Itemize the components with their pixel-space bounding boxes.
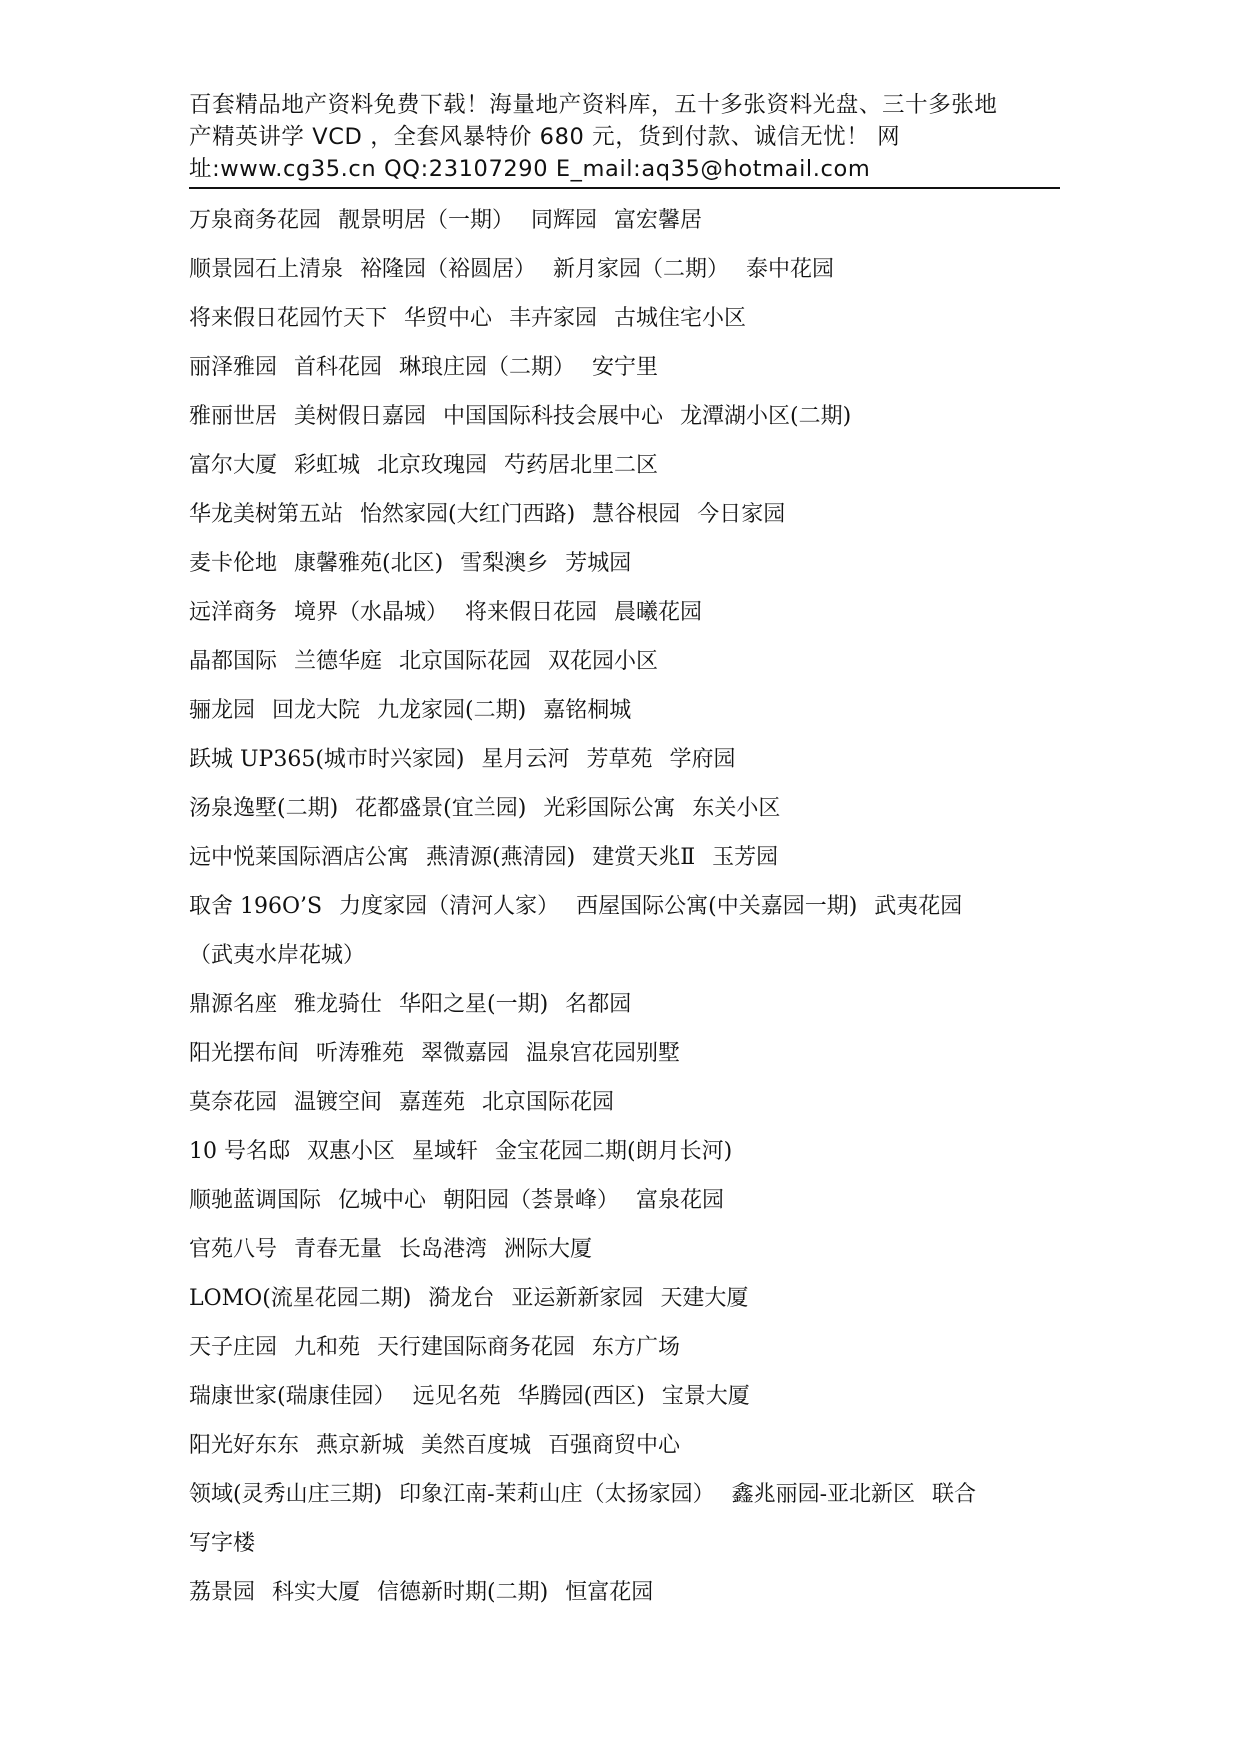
property-name: 花都盛景(宜兰园) — [355, 796, 527, 821]
property-name: 鑫兆丽园-亚北新区 — [731, 1482, 916, 1507]
property-name: 瑞康世家(瑞康佳园） — [189, 1384, 396, 1409]
property-name: 星域轩 — [412, 1139, 479, 1164]
property-name: 天行建国际商务花园 — [377, 1335, 576, 1360]
property-name: 力度家园（清河人家） — [339, 894, 560, 919]
property-name: 北京玫瑰园 — [377, 453, 488, 478]
property-name: 嘉铭桐城 — [543, 698, 632, 723]
property-name: 武夷花园 — [874, 894, 963, 919]
property-name: 丽泽雅园 — [189, 355, 278, 380]
list-row — [189, 1274, 1059, 1323]
property-name: 名都园 — [565, 992, 632, 1017]
property-name: 洲际大厦 — [504, 1237, 593, 1262]
property-name: 回龙大院 — [272, 698, 361, 723]
property-name: 同辉园 — [531, 208, 598, 233]
property-name: 听涛雅苑 — [316, 1041, 405, 1066]
property-name: 燕清源(燕清园) — [426, 845, 576, 870]
property-name: 华腾园(西区) — [517, 1384, 645, 1409]
list-row — [189, 784, 1059, 833]
property-name: 古城住宅小区 — [614, 306, 747, 331]
property-name: 官苑八号 — [189, 1237, 278, 1262]
list-row — [189, 343, 1059, 392]
list-row — [189, 833, 1059, 882]
list-row — [189, 1470, 1059, 1519]
property-name: 取舍 196O’S — [189, 894, 323, 919]
property-name: 宝景大厦 — [661, 1384, 750, 1409]
property-name: 泰中花园 — [746, 257, 835, 282]
list-row — [189, 196, 1059, 245]
property-name: 慧谷根园 — [592, 502, 681, 527]
list-row — [189, 1176, 1059, 1225]
property-name: 雪梨澳乡 — [460, 551, 549, 576]
header-divider — [189, 187, 1060, 189]
header-line-3: 址:www.cg35.cn QQ:23107290 E_mail:aq35@hotmail.com — [189, 156, 871, 182]
property-name: 青春无量 — [294, 1237, 383, 1262]
list-row — [189, 490, 1059, 539]
property-name: 莫奈花园 — [189, 1090, 278, 1115]
property-name: 华贸中心 — [404, 306, 493, 331]
list-row — [189, 637, 1059, 686]
property-name: 琳琅庄园（二期） — [399, 355, 576, 380]
property-name: 亚运新新家园 — [511, 1286, 644, 1311]
property-name: 印象江南-茉莉山庄（太扬家园） — [399, 1482, 715, 1507]
property-name: 彩虹城 — [294, 453, 361, 478]
list-row — [189, 441, 1059, 490]
property-name: 光彩国际公寓 — [543, 796, 676, 821]
property-name: 富宏馨居 — [614, 208, 703, 233]
property-name: 北京国际花园 — [399, 649, 532, 674]
property-name: 写字楼 — [189, 1531, 256, 1556]
property-name: 雅丽世居 — [189, 404, 278, 429]
property-name: 麦卡伦地 — [189, 551, 278, 576]
property-name: 远洋商务 — [189, 600, 278, 625]
list-row — [189, 1568, 1059, 1617]
property-name: 安宁里 — [592, 355, 659, 380]
property-name: LOMO(流星花园二期) — [189, 1286, 412, 1311]
header-line-2: 产精英讲学 VCD ，全套风暴特价 680 元，货到付款、诚信无忧！ 网 — [189, 124, 901, 150]
property-name: 芳城园 — [565, 551, 632, 576]
property-name: 金宝花园二期(朗月长河) — [495, 1139, 733, 1164]
list-row — [189, 980, 1059, 1029]
property-name: 怡然家园(大红门西路) — [360, 502, 576, 527]
property-name: 汤泉逸墅(二期) — [189, 796, 339, 821]
property-name: 骊龙园 — [189, 698, 256, 723]
property-name: 境界（水晶城） — [294, 600, 449, 625]
property-name: 今日家园 — [697, 502, 786, 527]
property-name: 亿城中心 — [338, 1188, 427, 1213]
list-row — [189, 392, 1059, 441]
property-name: 双花园小区 — [548, 649, 659, 674]
page-header — [189, 89, 1059, 185]
list-row — [189, 245, 1059, 294]
property-name: 东方广场 — [592, 1335, 681, 1360]
list-row — [189, 1029, 1059, 1078]
property-list — [189, 196, 1059, 1617]
list-row — [189, 1225, 1059, 1274]
list-row — [189, 1519, 1059, 1568]
property-name: 美然百度城 — [421, 1433, 532, 1458]
property-name: 阳光好东东 — [189, 1433, 300, 1458]
list-row — [189, 686, 1059, 735]
property-name: 美树假日嘉园 — [294, 404, 427, 429]
list-row — [189, 539, 1059, 588]
property-name: 恒富花园 — [565, 1580, 654, 1605]
property-name: 康馨雅苑(北区) — [294, 551, 444, 576]
property-name: 领域(灵秀山庄三期) — [189, 1482, 383, 1507]
property-name: 九龙家园(二期) — [377, 698, 527, 723]
property-name: 温镀空间 — [294, 1090, 383, 1115]
property-name: 将来假日花园 — [465, 600, 598, 625]
property-name: 中国国际科技会展中心 — [443, 404, 664, 429]
property-name: 顺驰蓝调国际 — [189, 1188, 322, 1213]
property-name: 信德新时期(二期) — [377, 1580, 549, 1605]
property-name: 温泉宫花园别墅 — [526, 1041, 681, 1066]
property-name: 翠微嘉园 — [421, 1041, 510, 1066]
list-row — [189, 1127, 1059, 1176]
property-name: 跃城 UP365(城市时兴家园) — [189, 747, 465, 772]
property-name: 九和苑 — [294, 1335, 361, 1360]
property-name: 建赏天兆Ⅱ — [592, 845, 696, 870]
property-name: 靓景明居（一期） — [338, 208, 515, 233]
list-row — [189, 1421, 1059, 1470]
list-row — [189, 588, 1059, 637]
property-name: 天建大厦 — [660, 1286, 749, 1311]
property-name: 百强商贸中心 — [548, 1433, 681, 1458]
property-name: 新月家园（二期） — [553, 257, 730, 282]
property-name: 华阳之星(一期) — [399, 992, 549, 1017]
property-name: 晶都国际 — [189, 649, 278, 674]
property-name: 晨曦花园 — [614, 600, 703, 625]
property-name: 裕隆园（裕圆居） — [360, 257, 537, 282]
property-name: 远中悦莱国际酒店公寓 — [189, 845, 410, 870]
property-name: 科实大厦 — [272, 1580, 361, 1605]
property-name: 学府园 — [669, 747, 736, 772]
property-name: 朝阳园（荟景峰） — [443, 1188, 620, 1213]
property-name: 兰德华庭 — [294, 649, 383, 674]
property-name: 芍药居北里二区 — [504, 453, 659, 478]
property-name: （武夷水岸花城） — [189, 943, 366, 968]
property-name: 将来假日花园竹天下 — [189, 306, 388, 331]
list-row — [189, 931, 1059, 980]
property-name: 华龙美树第五站 — [189, 502, 344, 527]
list-row — [189, 882, 1059, 931]
property-name: 西屋国际公寓(中关嘉园一期) — [576, 894, 858, 919]
list-row — [189, 1323, 1059, 1372]
property-name: 顺景园石上清泉 — [189, 257, 344, 282]
property-name: 万泉商务花园 — [189, 208, 322, 233]
property-name: 鼎源名座 — [189, 992, 278, 1017]
header-line-1: 百套精品地产资料免费下载！海量地产资料库，五十多张资料光盘、三十多张地 — [189, 92, 998, 118]
property-name: 玉芳园 — [712, 845, 779, 870]
list-row — [189, 1372, 1059, 1421]
property-name: 富泉花园 — [636, 1188, 725, 1213]
property-name: 星月云河 — [481, 747, 570, 772]
property-name: 联合 — [932, 1482, 977, 1507]
property-name: 芳草苑 — [586, 747, 653, 772]
property-name: 漪龙台 — [428, 1286, 495, 1311]
property-name: 雅龙骑仕 — [294, 992, 383, 1017]
property-name: 嘉莲苑 — [399, 1090, 466, 1115]
property-name: 东关小区 — [692, 796, 781, 821]
property-name: 龙潭湖小区(二期) — [680, 404, 852, 429]
property-name: 远见名苑 — [412, 1384, 501, 1409]
list-row — [189, 735, 1059, 784]
property-name: 天子庄园 — [189, 1335, 278, 1360]
property-name: 荔景园 — [189, 1580, 256, 1605]
property-name: 丰卉家园 — [509, 306, 598, 331]
property-name: 10 号名邸 — [189, 1139, 290, 1164]
property-name: 长岛港湾 — [399, 1237, 488, 1262]
list-row — [189, 294, 1059, 343]
list-row — [189, 1078, 1059, 1127]
property-name: 燕京新城 — [316, 1433, 405, 1458]
property-name: 双惠小区 — [307, 1139, 396, 1164]
property-name: 阳光摆布间 — [189, 1041, 300, 1066]
property-name: 富尔大厦 — [189, 453, 278, 478]
property-name: 北京国际花园 — [482, 1090, 615, 1115]
property-name: 首科花园 — [294, 355, 383, 380]
